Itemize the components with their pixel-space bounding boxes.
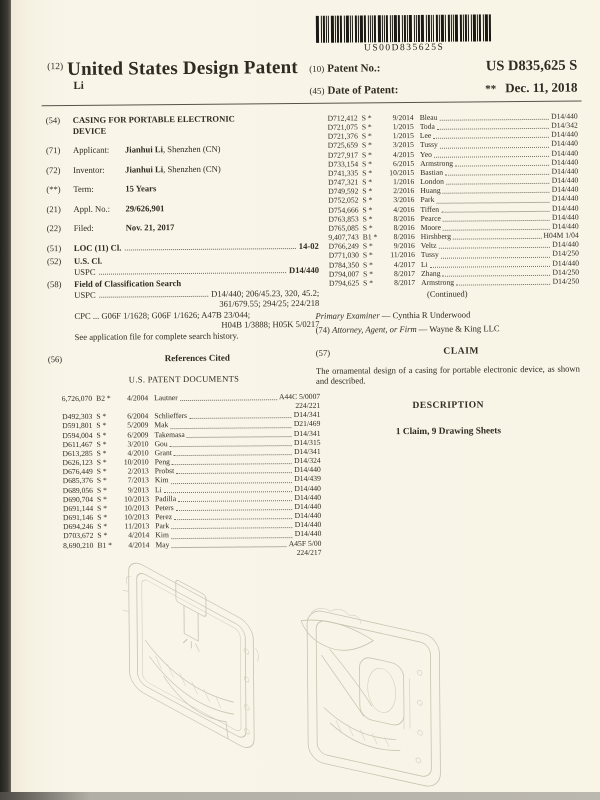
uspc-value: D14/440: [288, 264, 320, 275]
loc-label: LOC (11) Cl.: [73, 242, 122, 253]
dotted-leader: [456, 284, 551, 286]
search-note: See application file for complete search history.: [74, 330, 239, 342]
ref-class: D14/341: [293, 428, 321, 438]
search-uspc-line1: D14/440; 206/45.23, 320, 45.2;: [211, 287, 320, 299]
ref-class: D14/440: [294, 510, 322, 521]
ref-class: D14/250: [552, 276, 580, 286]
ref-name: Park: [420, 195, 435, 205]
ref-name: Takemasa: [154, 429, 185, 439]
uscl-label: U.S. Cl.: [73, 255, 103, 266]
ref-name: Moore: [420, 222, 441, 232]
term-stars: **: [485, 83, 497, 96]
ref-class: D14/324: [294, 455, 321, 466]
ref-date: 3/2010: [127, 439, 149, 449]
ref-kind: B2 *: [96, 393, 111, 403]
ref-date: 10/2013: [124, 512, 150, 522]
ref-class: D14/440: [551, 166, 579, 176]
ref-date: 6/2004: [127, 411, 149, 421]
ref-name: May: [155, 539, 170, 549]
ref-kind: S *: [362, 168, 373, 178]
ref-name: Zhang: [421, 268, 441, 278]
ref-name: Peters: [155, 502, 174, 513]
ref-number: D733,154: [327, 159, 359, 169]
field-label: Applicant:: [72, 144, 110, 155]
claims-sheets-note: 1 Claim, 9 Drawing Sheets: [395, 426, 502, 438]
attorney-name: Wayne & King LLC: [429, 323, 500, 334]
description-heading: DESCRIPTION: [412, 400, 485, 411]
biblio-field-row: [46, 162, 318, 175]
ref-kind: S *: [96, 466, 107, 477]
scan-edge-left: [0, 0, 11, 800]
biblio-field-row: [46, 182, 318, 195]
ref-class: H04M 1/04: [543, 230, 579, 240]
ref-date: 2/2013: [127, 466, 149, 476]
ref-date: 8/2016: [393, 222, 415, 233]
ref-class: A45F 5/00: [288, 538, 322, 548]
inid-51: (51): [46, 242, 62, 253]
ref-date: 10/2015: [389, 167, 415, 178]
ref-kind: S *: [96, 412, 107, 422]
ref-kind: S *: [96, 430, 107, 440]
ref-class: D14/440: [551, 184, 579, 195]
figure-description-line: [316, 419, 580, 421]
inid-74: (74): [315, 324, 330, 335]
ref-number: D794,625: [328, 278, 360, 288]
ref-class: D14/440: [551, 129, 578, 140]
field-value-bold: 15 Years: [125, 183, 157, 194]
ref-date: 8/2017: [393, 268, 416, 278]
inid-code: (72): [46, 164, 61, 175]
primary-examiner-line: [315, 309, 579, 322]
dash: —: [418, 323, 428, 334]
inid-57: (57): [315, 348, 331, 359]
uspc-label: USPC: [74, 266, 96, 277]
ref-kind: S *: [363, 269, 374, 279]
barcode-icon: [285, 14, 523, 43]
us-patent-documents-heading: U.S. PATENT DOCUMENTS: [128, 373, 240, 384]
ref-class: D14/440: [551, 175, 579, 185]
continued-note: (Continued): [426, 289, 468, 299]
ref-class: D14/440: [552, 239, 579, 249]
patent-date-row: [309, 80, 577, 98]
ref-number: D690,704: [62, 494, 94, 504]
field-value-rest: , Shenzhen (CN): [163, 163, 221, 174]
ref-name: Hirshberg: [420, 231, 452, 241]
ref-kind: S *: [96, 421, 107, 431]
ref-kind: S *: [363, 278, 374, 288]
ref-number: D689,056: [62, 485, 93, 495]
ref-number: D766,249: [328, 241, 359, 251]
figure-description-line: [316, 419, 580, 421]
ref-name: Perez: [155, 512, 173, 522]
kind-code: (12): [47, 62, 64, 73]
biblio-field-row: [46, 201, 318, 214]
ref-number: D763,853: [328, 214, 359, 224]
header-left: [47, 57, 298, 91]
ref-number: D721,075: [327, 122, 358, 132]
references-heading-row: [48, 352, 320, 365]
reference-entry: [48, 392, 320, 413]
ref-name: Gou: [154, 438, 168, 449]
ref-date: 7/2013: [127, 475, 149, 485]
ref-date: 4/2004: [127, 393, 149, 403]
right-column: [314, 112, 581, 439]
ref-kind: S *: [361, 122, 372, 132]
inventor-short-name: Li: [73, 79, 84, 92]
ref-kind: S *: [362, 204, 373, 215]
ref-date: 6/2009: [127, 429, 149, 440]
ref-number: D721,376: [327, 131, 358, 142]
ref-date: 6/2015: [392, 158, 415, 168]
search-cpc-line1: CPC ... G06F 1/1628; G06F 1/1626; A47B 23/044;: [74, 308, 251, 321]
claim-text: The ornamental design of a casing for portable electronic device, as shown and described.: [315, 363, 580, 387]
references-table-right: [314, 112, 580, 288]
ref-class: D14/440: [551, 139, 578, 149]
ref-date: 10/2010: [123, 457, 149, 467]
dotted-leader: [99, 272, 286, 275]
ref-class: D14/440: [551, 203, 579, 213]
ref-class: A44C 5/0007: [278, 391, 321, 402]
ref-class: D14/440: [551, 157, 579, 167]
ref-class: D14/342: [551, 120, 578, 130]
ref-number: D784,350: [328, 259, 360, 270]
ref-number: D771,030: [328, 250, 359, 261]
ref-date: 1/2016: [393, 177, 415, 187]
ref-name: Lee: [419, 131, 432, 141]
ref-name: Grant: [154, 448, 172, 458]
patent-no-label: Patent No.:: [327, 62, 381, 75]
ref-kind: S *: [362, 195, 373, 205]
us-class-block: [47, 254, 319, 277]
biblio-field-row: [46, 143, 318, 156]
ref-kind: S *: [97, 512, 108, 522]
ref-kind: S *: [362, 259, 373, 269]
ref-number: D712,412: [327, 113, 358, 123]
ref-kind: S *: [362, 214, 373, 224]
ref-kind: B1 *: [97, 540, 113, 550]
ref-class: D14/440: [551, 111, 578, 121]
ref-date: 9/2014: [392, 112, 414, 123]
reference-entry: [315, 276, 579, 287]
claim-heading-row: [316, 346, 580, 359]
inid-56: (56): [47, 354, 63, 365]
ref-date: 5/2009: [127, 420, 149, 430]
ref-number: D492,303: [62, 412, 93, 422]
ref-kind: S *: [362, 177, 373, 187]
ref-number: D591,801: [62, 421, 93, 431]
figure-description-line: [316, 419, 580, 421]
references-table-left: [48, 392, 321, 559]
ref-number: D725,659: [327, 140, 358, 151]
claim-heading: CLAIM: [443, 346, 480, 358]
ref-kind: S *: [97, 521, 108, 531]
figure-1-perspective-sketch: [122, 550, 259, 756]
ref-number: D741,335: [327, 168, 359, 178]
inid-54: (54): [45, 115, 61, 126]
ref-kind: B1 *: [362, 232, 378, 242]
figure-description-line: [316, 419, 580, 421]
ref-class: D14/440: [294, 501, 322, 511]
ref-class: D14/439: [294, 474, 321, 484]
attorney-line: [316, 323, 580, 336]
field-of-search-block: [47, 277, 320, 342]
barcode-number: US00D835625S: [363, 42, 445, 54]
barcode-block: [285, 14, 523, 54]
ref-name: Tussy: [420, 250, 439, 260]
ref-date: 8/2016: [393, 213, 415, 223]
field-value-bold: Jianhui Li: [124, 144, 164, 155]
ref-kind: S *: [361, 149, 372, 160]
ref-number: D765,085: [328, 223, 359, 233]
ref-number: 9,407,743: [328, 232, 359, 242]
ref-class-cont: 224/221: [295, 400, 321, 411]
inid-45: (45): [309, 85, 325, 96]
ref-name: Kim: [155, 530, 169, 540]
ref-date: 4/2010: [127, 448, 149, 458]
ref-kind: S *: [362, 241, 373, 251]
ref-kind: S *: [97, 531, 108, 541]
ref-name: Li: [154, 484, 162, 494]
figure-description-line: [316, 419, 580, 421]
ref-name: Armstrong: [420, 158, 454, 168]
ref-name: Probst: [154, 466, 175, 476]
search-uspc-line2: 361/679.55; 294/25; 224/218: [219, 297, 320, 309]
ref-number: 6,726,070: [61, 393, 93, 404]
ref-name: Li: [420, 259, 428, 269]
ref-kind: S *: [96, 476, 107, 486]
invention-title: CASING FOR PORTABLE ELECTRONIC DEVICE: [72, 113, 235, 136]
biblio-field-row: [47, 221, 319, 234]
ref-number: D594,004: [62, 430, 93, 440]
ref-number: D749,592: [328, 186, 359, 196]
loc-class-row: [47, 240, 319, 253]
search-heading: Field of Classification Search: [74, 278, 182, 289]
field-label: Term:: [73, 183, 94, 194]
ref-number: D727,917: [327, 150, 359, 160]
examiner-name: Cynthia R Underwood: [392, 309, 471, 321]
ref-number: D691,144: [62, 503, 94, 513]
ref-date: 1/2015: [392, 122, 414, 132]
ref-date: 10/2013: [124, 503, 150, 513]
loc-value: 14-02: [298, 240, 319, 251]
ref-date: 3/2015: [392, 140, 414, 150]
ref-kind: S *: [96, 448, 107, 458]
ref-number: D685,376: [62, 476, 93, 486]
ref-name: Yeo: [419, 149, 432, 159]
ref-name: Toda: [419, 121, 435, 132]
ref-date: 10/2013: [124, 494, 150, 504]
ref-class: D14/440: [551, 212, 579, 222]
ref-number: 8,690,210: [63, 540, 94, 550]
header-right: [309, 58, 577, 103]
ref-class: D14/440: [294, 529, 322, 539]
ref-name: Armstrong: [421, 277, 455, 287]
ref-number: D794,007: [328, 269, 360, 279]
examiner-label: Primary Examiner: [315, 310, 380, 322]
search-uspc-label: USPC: [74, 289, 96, 300]
ref-name: Kim: [154, 475, 169, 485]
ref-kind: S *: [96, 494, 107, 504]
ref-name: Peng: [154, 457, 170, 467]
ref-name: Lautner: [154, 393, 178, 403]
scan-edge-bottom: [0, 792, 600, 800]
ref-class: D14/315: [293, 437, 321, 447]
ref-class: D14/440: [552, 258, 580, 268]
ref-class: D14/440: [551, 148, 579, 158]
ref-class: D14/440: [294, 492, 322, 502]
ref-class-cont: 224/217: [296, 547, 322, 557]
figure-description-line: [316, 419, 580, 421]
ref-number: D703,672: [63, 531, 94, 541]
inid-code: (**): [46, 184, 61, 195]
ref-date: 4/2015: [392, 149, 415, 159]
ref-kind: S *: [361, 131, 372, 141]
ref-class: D14/440: [552, 221, 579, 231]
ref-kind: S *: [97, 503, 108, 513]
ref-class: D14/250: [552, 267, 580, 277]
field-label: Filed:: [73, 222, 94, 233]
ref-kind: S *: [361, 113, 372, 123]
inid-code: (21): [46, 203, 61, 214]
ref-name: Tussy: [419, 140, 438, 150]
ref-kind: S *: [96, 485, 107, 495]
biblio-fields: [46, 143, 319, 234]
ref-date: 4/2014: [128, 539, 150, 550]
ref-name: Bleau: [419, 112, 438, 122]
ref-name: Pearce: [420, 213, 441, 223]
ref-date: 3/2016: [393, 195, 415, 205]
ref-name: Tiffen: [420, 204, 440, 214]
figure-description-line: [316, 419, 580, 421]
field-value-bold: 29/626,901: [125, 202, 165, 214]
ref-name: Veltz: [420, 240, 437, 251]
patent-number-row: [309, 58, 577, 77]
ref-name: London: [420, 176, 444, 187]
ref-number: D694,246: [63, 521, 94, 532]
ref-date: 9/2016: [393, 241, 415, 251]
ref-kind: S *: [362, 250, 373, 260]
ref-name: Schlieffers: [154, 411, 188, 421]
ref-date: 8/2017: [394, 277, 416, 287]
ref-date: 11/2013: [124, 521, 150, 531]
ref-class: D14/440: [294, 520, 322, 530]
ref-kind: S *: [96, 439, 107, 449]
ref-date: 4/2017: [393, 259, 416, 269]
inid-code: (71): [45, 145, 61, 156]
ref-date: 9/2013: [127, 484, 149, 495]
ref-number: D752,052: [328, 195, 359, 206]
ref-class: D14/341: [293, 410, 321, 420]
ref-name: Padilla: [154, 493, 177, 503]
field-label: Inventor:: [73, 164, 105, 175]
ref-class: D14/440: [294, 465, 321, 475]
ref-name: Park: [155, 521, 170, 531]
dotted-leader: [99, 296, 208, 298]
search-cpc-line2: H04B 1/3888; H05K 5/0217: [221, 318, 320, 330]
patent-date: Dec. 11, 2018: [505, 79, 578, 96]
ref-name: Huang: [420, 186, 441, 196]
ref-number: D691,146: [62, 512, 94, 523]
ref-number: D611,467: [62, 439, 93, 449]
patent-number: US D835,625 S: [485, 57, 578, 75]
ref-class: D14/250: [552, 248, 579, 259]
ref-number: D613,285: [62, 448, 93, 459]
ref-number: D626,123: [62, 457, 93, 468]
inid-52: (52): [46, 256, 62, 267]
ref-number: D754,666: [328, 205, 359, 215]
attorney-label: Attorney, Agent, or Firm: [332, 323, 417, 335]
ref-number: D747,321: [328, 177, 359, 187]
ref-date: 2/2016: [393, 186, 415, 196]
ref-number: D676,449: [62, 467, 93, 477]
ref-kind: S *: [362, 159, 373, 169]
ref-date: 1/2015: [392, 131, 414, 141]
field-value-rest: , Shenzhen (CN): [162, 143, 221, 155]
ref-kind: S *: [96, 457, 107, 467]
field-value-bold: Nov. 21, 2017: [125, 222, 175, 233]
ref-kind: S *: [362, 223, 373, 233]
references-heading: References Cited: [164, 352, 230, 364]
ref-date: 8/2016: [393, 232, 415, 242]
ref-kind: S *: [361, 140, 372, 150]
invention-title-block: [46, 113, 318, 136]
inid-10: (10): [309, 63, 325, 74]
ref-date: 11/2016: [390, 250, 415, 260]
ref-date: 4/2016: [393, 204, 415, 214]
figure-2-rear-perspective-sketch: [301, 601, 441, 790]
dash: —: [381, 310, 391, 321]
ref-class: D21/469: [293, 419, 321, 429]
description-lines: [316, 419, 580, 421]
inid-code: (22): [46, 223, 62, 234]
figure-description-line: [316, 419, 580, 421]
ref-name: Mak: [154, 420, 169, 430]
ref-name: Bastian: [420, 167, 444, 177]
ref-class: D14/440: [294, 483, 321, 493]
inid-58: (58): [47, 279, 62, 290]
ref-class: D14/440: [551, 193, 579, 204]
left-column: [46, 113, 322, 559]
field-label: Appl. No.:: [73, 203, 111, 214]
ref-date: 4/2014: [128, 530, 150, 540]
ref-class: D14/341: [294, 446, 321, 456]
figure-description-line: [316, 419, 580, 421]
reference-entry: [49, 538, 321, 559]
ref-kind: S *: [362, 186, 373, 196]
date-label: Date of Patent:: [327, 84, 399, 97]
field-value-bold: Jianhui Li: [125, 163, 164, 175]
page-title: United States Design Patent: [67, 57, 298, 81]
dotted-leader: [124, 248, 295, 250]
